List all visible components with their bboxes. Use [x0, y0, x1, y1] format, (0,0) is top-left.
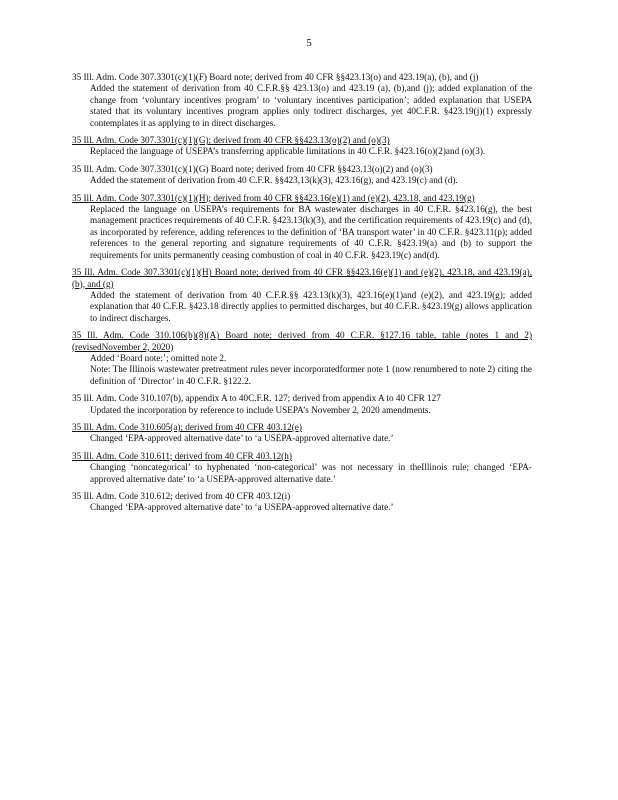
- entry-heading: 35 Ill. Adm. Code 310.605(a); derived from 40 CFR 403.12(e): [72, 421, 302, 432]
- entry-note: Added the statement of derivation from 40 C.F.R. §§423,13(k)(3), 423.16(g), and 423.19(c) and (d).: [90, 175, 458, 186]
- entry-note: Updated the incorporation by reference to include USEPA’s November 2, 2020 amendments.: [90, 404, 431, 415]
- derivation-entries: [72, 72, 532, 520]
- entry-10: [72, 491, 532, 514]
- entry-heading: 35 Ill. Adm. Code 307.3301(c)(1)(G) Board note; derived from 40 CFR §§423.13(o)(2) and (o)(3): [72, 163, 433, 174]
- entry-5: [72, 267, 532, 324]
- entry-2: [72, 135, 532, 158]
- entry-heading: 35 Ill. Adm. Code 310.107(b), appendix A to 40C.F.R. 127; derived from appendix A to 40 CFR 127: [72, 393, 441, 404]
- entry-7: [72, 393, 532, 416]
- entry-note: Added ‘Board note:’; omitted note 2.: [90, 352, 227, 363]
- entry-8: [72, 422, 532, 445]
- entry-heading: 35 Ill. Adm. Code 307.3301(c)(1)(F) Board note; derived from 40 CFR §§423.13(o) and 423.19(a), (b), and (j): [72, 72, 479, 82]
- entry-9: [72, 451, 532, 485]
- entry-4: [72, 193, 532, 261]
- entry-heading: 35 Ill. Adm. Code 310.612; derived from 40 CFR 403.12(i): [72, 491, 291, 501]
- entry-6: [72, 330, 532, 387]
- page-number: 5: [306, 37, 312, 49]
- entry-heading: 35 Ill. Adm. Code 307.3301(c)(1)(H); derived from 40 CFR §§423.16(e)(1) and (e)(2), 423.18, and 423.19(g): [72, 192, 475, 203]
- entry-heading: 35 Ill. Adm. Code 307.3301(c)(1)(G); derived from 40 CFR §§423.13(o)(2) and (o)(3): [72, 135, 390, 146]
- entry-heading: 35 Ill. Adm. Code 310.611; derived from 40 CFR 403.12(h): [72, 450, 292, 461]
- entry-1: [72, 72, 532, 129]
- entry-note: Replaced the language on USEPA’s requirements for BA wastewater discharges in 40 C.F.R. §423.16(g), the best management practices requirements of 40 C.F.R. §423.13(k)(3), and the certification requirements of 423.19(c) and (d), as incorporated by reference, adding references to the definition of ‘BA transport water’ in 40 C.F.R. §423.11(p); added references to the general reporting and signature requirements of 40 C.F.R. §423.19(a) and (b) to support the requirements for units permanently ceasing combustion of coal in 40 C.F.R. §423.19(c) and(d).: [90, 204, 532, 260]
- entry-note: Note: The Illinois wastewater pretreatment rules never incorporatedformer note 1 (now renumbered to note 2) citing the definition of ‘Director’ in 40 C.F.R. §122.2.: [90, 364, 532, 386]
- entry-note: Changed ‘EPA-approved alternative date’ to ‘a USEPA-approved alternative date.’: [90, 502, 394, 513]
- entry-note: Added the statement of derivation from 40 C.F.R.§§ 423.13(k)(3), 423.16(e)(1)and (e)(2), and 423.19(g); added explanation that 40 C.F.R. §423.18 directly applies to permitted discharges, but 40 C.F.R. §423.19(g) allows application to indirect discharges.: [90, 289, 532, 323]
- entry-note: Changing ‘noncategorical’ to hyphenated ‘non-categorical’ was not necessary in theIllinois rule; changed ‘EPA-approved alternative date’ to ‘a USEPA-approved alternative date.’: [90, 462, 532, 484]
- entry-3: [72, 164, 532, 187]
- entry-note: Replaced the language of USEPA’s transferring applicable limitations in 40 C.F.R. §423.16(o)(2)and (o)(3).: [90, 146, 486, 157]
- entry-note: Added the statement of derivation from 40 C.F.R.§§ 423.13(o) and 423.19 (a), (b),and (j); added explanation of the change from ‘voluntary incentives program’ to ‘voluntary incentives participation’; added explanation that USEPA stated that its voluntary incentives program applies only todirect discharges, yet 40C.F.R. §423.19(j)(1) expressly contemplates it as applying to in direct discharges.: [90, 83, 532, 128]
- entry-heading: 35 Ill. Adm. Code 307.3301(c)(1)(H) Board note; derived from 40 CFR §§423.16(e)(1) and (e)(2), 423.18, and 423.19(a), (b), and (g): [72, 267, 532, 289]
- entry-heading: 35 Ill. Adm. Code 310.106(b)(8)(A) Board note; derived from 40 C.F.R. §127.16 table, table (notes 1 and 2) (revisedNovember 2, 2020): [72, 330, 532, 352]
- entry-note: Changed ‘EPA-approved alternative date’ to ‘a USEPA-approved alternative date.’: [90, 433, 394, 444]
